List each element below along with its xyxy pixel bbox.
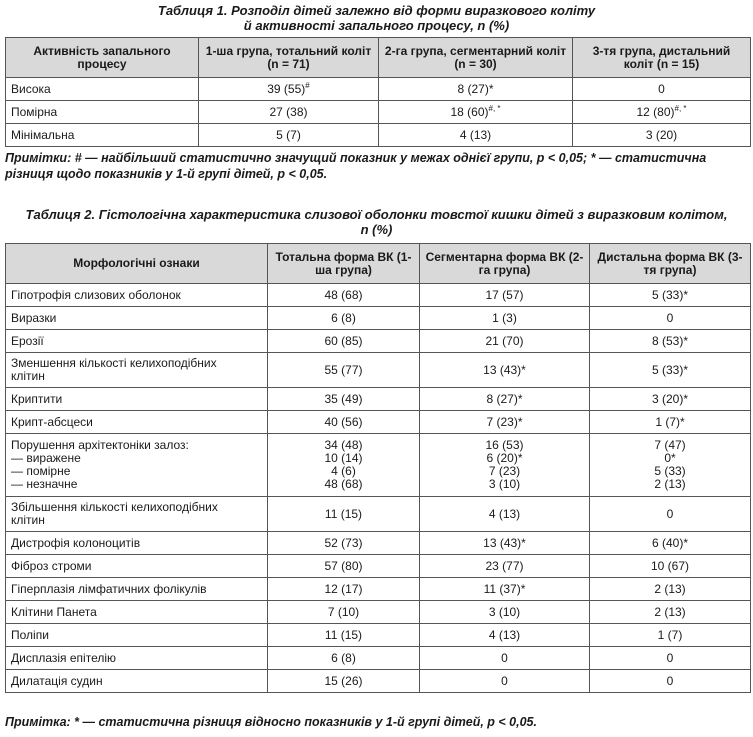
table2-caption-line2: n (%) bbox=[360, 222, 393, 237]
table2-cell bbox=[420, 330, 590, 353]
table2-cell bbox=[268, 330, 420, 353]
table2-label-line: Криптити bbox=[11, 391, 63, 406]
table2-cell bbox=[268, 670, 420, 693]
table2-cell-line: 4 (6) bbox=[331, 464, 356, 478]
table1-row bbox=[6, 124, 751, 147]
table2-cell-line: 52 (73) bbox=[324, 535, 363, 550]
table2-cell-line: 60 (85) bbox=[324, 333, 363, 348]
table2-row bbox=[6, 497, 751, 532]
table2-caption-line1: Таблиця 2. Гістологічна характеристика слизової оболонки товстої кишки дітей з виразковим колітом, bbox=[25, 207, 728, 222]
table2-cell-line: 48 (68) bbox=[324, 287, 363, 302]
table2-label-line: Збільшення кількості келихоподібних bbox=[11, 500, 218, 514]
table2-cell-line: 17 (57) bbox=[485, 287, 524, 302]
table2-cell bbox=[420, 647, 590, 670]
table2-row-label bbox=[6, 434, 268, 497]
table1-cell-mark: #, * bbox=[674, 103, 687, 113]
table2-cell-line: 4 (13) bbox=[488, 627, 521, 642]
table2-label-line: Виразки bbox=[11, 310, 57, 325]
table2-label-line: Гіперплазія лімфатичних фолікулів bbox=[11, 581, 207, 596]
table2-label-line: — помірне bbox=[11, 464, 71, 478]
table2-cell bbox=[268, 555, 420, 578]
table2-label-line: Дилатація судин bbox=[11, 673, 103, 688]
table1-caption-line2: й активності запального процесу, n (%) bbox=[243, 18, 510, 33]
table1-cell bbox=[573, 78, 751, 101]
table2-cell-line: 8 (27)* bbox=[486, 391, 523, 406]
table2-cell-line: 13 (43)* bbox=[483, 362, 526, 377]
table2-cell-line: 5 (33)* bbox=[651, 287, 689, 302]
table1-cell-value: 4 (13) bbox=[459, 127, 492, 142]
table2-row-label bbox=[6, 670, 268, 693]
table2-cell bbox=[590, 624, 751, 647]
table2-label-line: Дистрофія колоноцитів bbox=[11, 535, 141, 550]
table1-caption bbox=[0, 3, 753, 33]
table1-cell bbox=[573, 101, 751, 124]
table2-header-cell: Дистальна форма ВК (3-тя група) bbox=[590, 244, 751, 284]
table2-cell bbox=[268, 624, 420, 647]
table2-label-line: клітин bbox=[11, 369, 45, 383]
table2-label-line: Крипт-абсцеси bbox=[11, 414, 93, 429]
table2-cell bbox=[590, 647, 751, 670]
table2-label-line: Фіброз строми bbox=[11, 558, 92, 573]
table2-cell bbox=[420, 307, 590, 330]
table2-row bbox=[6, 307, 751, 330]
table1-cell bbox=[199, 101, 379, 124]
table2-cell bbox=[268, 307, 420, 330]
table2-label-line: — виражене bbox=[11, 451, 81, 465]
table2-cell-line: 6 (8) bbox=[331, 310, 356, 325]
table1-header-cell: 2-га група, сегментарний коліт (n = 30) bbox=[379, 38, 573, 78]
table2-cell bbox=[420, 670, 590, 693]
table2-cell-line: 40 (56) bbox=[324, 414, 363, 429]
table2-cell bbox=[268, 388, 420, 411]
table2-cell-line: 6 (20)* bbox=[486, 451, 523, 465]
table2-row-label bbox=[6, 555, 268, 578]
table1-cell-value: 0 bbox=[658, 81, 665, 96]
table2-cell-line: 2 (13) bbox=[654, 604, 686, 619]
table2-cell-line: 12 (17) bbox=[324, 581, 363, 596]
table1-row bbox=[6, 78, 751, 101]
table2-header-cell: Морфологічні ознаки bbox=[6, 244, 268, 284]
table2-row bbox=[6, 647, 751, 670]
table2-cell bbox=[268, 601, 420, 624]
table1-note-line2: різниця щодо показників у 1-й групі дітей, p < 0,05. bbox=[5, 167, 328, 181]
table1-cell-mark: #, * bbox=[488, 103, 501, 113]
table2-cell bbox=[420, 434, 590, 497]
table2-row-label bbox=[6, 497, 268, 532]
table2-cell bbox=[590, 284, 751, 307]
table2-cell bbox=[590, 307, 751, 330]
table1-cell-value: 39 (55) bbox=[267, 81, 306, 96]
table1-header-cell: 1-ша група, тотальний коліт (n = 71) bbox=[199, 38, 379, 78]
table2-cell-line: 0 bbox=[666, 506, 674, 521]
table1-cell-value: 12 (80) bbox=[636, 104, 675, 119]
table2-cell bbox=[420, 411, 590, 434]
table2-cell-line: 34 (48) bbox=[324, 438, 363, 452]
table1-row-label: Висока bbox=[6, 78, 199, 101]
table2-cell bbox=[268, 647, 420, 670]
table2-row bbox=[6, 555, 751, 578]
table2-row-label bbox=[6, 578, 268, 601]
table2-cell bbox=[268, 411, 420, 434]
table2-cell bbox=[590, 388, 751, 411]
table2-header-row bbox=[6, 244, 751, 284]
table2-cell bbox=[268, 284, 420, 307]
table2-label-line: Поліпи bbox=[11, 627, 49, 642]
table2-cell-line: 55 (77) bbox=[324, 362, 363, 377]
table2-row bbox=[6, 284, 751, 307]
table1-cell-value: 8 (27)* bbox=[457, 81, 494, 96]
table2-cell-line: 3 (10) bbox=[488, 477, 521, 491]
table2-cell bbox=[590, 330, 751, 353]
table2-cell bbox=[590, 497, 751, 532]
table2-cell bbox=[268, 578, 420, 601]
table1-cell-value: 3 (20) bbox=[645, 127, 678, 142]
table1-cell-value: 18 (60) bbox=[450, 104, 489, 119]
table2-header-cell: Тотальна форма ВК (1-ша група) bbox=[268, 244, 420, 284]
table2-cell-line: 8 (53)* bbox=[651, 333, 689, 348]
table2-row-label bbox=[6, 353, 268, 388]
table2-cell-line: 3 (10) bbox=[488, 604, 521, 619]
table2-row-label bbox=[6, 307, 268, 330]
table2-row bbox=[6, 670, 751, 693]
table2-row bbox=[6, 624, 751, 647]
table2-cell-line: 21 (70) bbox=[485, 333, 524, 348]
table1-cell bbox=[379, 124, 573, 147]
table1-cell-value: 5 (7) bbox=[276, 127, 301, 142]
table2-cell-line: 11 (15) bbox=[324, 506, 363, 521]
table2-cell-line: 48 (68) bbox=[324, 477, 363, 491]
table2-cell-line: 11 (15) bbox=[324, 627, 363, 642]
table2-row-label bbox=[6, 624, 268, 647]
table2-cell bbox=[268, 532, 420, 555]
table1-cell bbox=[199, 78, 379, 101]
table2-cell-line: 2 (13) bbox=[654, 477, 686, 491]
table2-cell-line: 5 (33)* bbox=[651, 362, 689, 377]
table2-cell-line: 3 (20)* bbox=[651, 391, 689, 406]
table2-cell-line: 7 (47) bbox=[654, 438, 686, 452]
table2-cell bbox=[590, 411, 751, 434]
table2-note: Примітка: * — статистична різниця відносно показників у 1-й групі дітей, p < 0,05. bbox=[5, 715, 537, 729]
table2-cell-line: 10 (67) bbox=[650, 558, 690, 573]
table1-cell bbox=[199, 124, 379, 147]
table1-note-line1: Примітки: # — найбільший статистично значущий показник у межах однієї групи, p < 0,05; * — статистична bbox=[5, 151, 707, 165]
table2-cell bbox=[420, 578, 590, 601]
table2-cell-line: 0 bbox=[501, 650, 508, 665]
table2-cell bbox=[590, 532, 751, 555]
table2-cell-line: 2 (13) bbox=[654, 581, 686, 596]
table2-cell-line: 23 (77) bbox=[485, 558, 524, 573]
table2-label-line: — незначне bbox=[11, 477, 78, 491]
table1-cell bbox=[573, 124, 751, 147]
table2-caption bbox=[0, 207, 753, 237]
table2-label-line: Зменшення кількості келихоподібних bbox=[11, 356, 217, 370]
table1-row bbox=[6, 101, 751, 124]
table2-label-line: Гіпотрофія слизових оболонок bbox=[11, 287, 181, 302]
table2-cell bbox=[590, 578, 751, 601]
table2-row-label bbox=[6, 284, 268, 307]
table1-cell bbox=[379, 78, 573, 101]
table2-cell-line: 4 (13) bbox=[488, 506, 521, 521]
table2-label-line: Ерозії bbox=[11, 333, 44, 348]
table2-row-label bbox=[6, 601, 268, 624]
table2-cell-line: 0* bbox=[664, 451, 676, 465]
table2-cell bbox=[420, 388, 590, 411]
table2-cell-line: 6 (8) bbox=[331, 650, 356, 665]
table2-row bbox=[6, 353, 751, 388]
table2-cell bbox=[420, 284, 590, 307]
table1-cell-mark: # bbox=[305, 80, 310, 90]
table1-cell-value: 27 (38) bbox=[269, 104, 308, 119]
table2-row-label bbox=[6, 330, 268, 353]
table2-cell bbox=[420, 353, 590, 388]
table1-cell bbox=[379, 101, 573, 124]
table1 bbox=[5, 37, 751, 147]
table2-cell-line: 0 bbox=[666, 310, 674, 325]
table1-caption-line1: Таблиця 1. Розподіл дітей залежно від форми виразкового коліту bbox=[157, 3, 596, 18]
table2-cell bbox=[590, 555, 751, 578]
table2-cell bbox=[590, 670, 751, 693]
table2-cell-line: 7 (10) bbox=[327, 604, 360, 619]
table2-cell bbox=[420, 601, 590, 624]
table2-cell bbox=[590, 353, 751, 388]
table2-row bbox=[6, 330, 751, 353]
table1-row-label: Помірна bbox=[6, 101, 199, 124]
table2-row bbox=[6, 388, 751, 411]
table2-header-cell: Сегментарна форма ВК (2-га група) bbox=[420, 244, 590, 284]
table2-cell bbox=[268, 353, 420, 388]
table2-cell-line: 5 (33) bbox=[654, 464, 686, 478]
table2-cell-line: 11 (37)* bbox=[483, 581, 526, 596]
table2-cell-line: 57 (80) bbox=[324, 558, 363, 573]
table2-row bbox=[6, 434, 751, 497]
table2-cell bbox=[420, 624, 590, 647]
table2-cell bbox=[420, 555, 590, 578]
table2-cell bbox=[420, 532, 590, 555]
table1-header-cell: Активність запального процесу bbox=[6, 38, 199, 78]
table2-label-line: клітин bbox=[11, 513, 45, 527]
table2 bbox=[5, 243, 751, 693]
table2-cell-line: 10 (14) bbox=[324, 451, 363, 465]
table2-cell-line: 0 bbox=[666, 650, 674, 665]
table1-note bbox=[5, 150, 750, 182]
table2-row-label bbox=[6, 411, 268, 434]
table2-label-line: Порушення архітектоніки залоз: bbox=[11, 438, 189, 452]
table2-row-label bbox=[6, 532, 268, 555]
table2-cell-line: 35 (49) bbox=[324, 391, 363, 406]
table2-cell bbox=[590, 434, 751, 497]
table2-cell-line: 0 bbox=[666, 673, 674, 688]
table2-row bbox=[6, 411, 751, 434]
table2-cell-line: 16 (53) bbox=[485, 438, 524, 452]
table2-cell-line: 15 (26) bbox=[324, 673, 363, 688]
table2-cell-line: 6 (40)* bbox=[651, 535, 689, 550]
table1-row-label: Мінімальна bbox=[6, 124, 199, 147]
table2-row bbox=[6, 601, 751, 624]
table2-cell-line: 13 (43)* bbox=[483, 535, 526, 550]
table2-cell-line: 1 (7) bbox=[657, 627, 683, 642]
table2-cell-line: 1 (3) bbox=[492, 310, 517, 325]
table2-cell bbox=[420, 497, 590, 532]
table2-cell bbox=[268, 497, 420, 532]
table2-cell bbox=[590, 601, 751, 624]
table2-cell bbox=[268, 434, 420, 497]
table2-label-line: Клітини Панета bbox=[11, 604, 97, 619]
table2-cell-line: 7 (23) bbox=[488, 464, 521, 478]
table2-row bbox=[6, 532, 751, 555]
table1-header-cell: 3-тя група, дистальний коліт (n = 15) bbox=[573, 38, 751, 78]
table2-cell-line: 7 (23)* bbox=[486, 414, 523, 429]
table2-row-label bbox=[6, 647, 268, 670]
table2-label-line: Дисплазія епітелію bbox=[11, 650, 117, 665]
table1-header-row bbox=[6, 38, 751, 78]
table2-row-label bbox=[6, 388, 268, 411]
table2-cell-line: 0 bbox=[501, 673, 508, 688]
table2-cell-line: 1 (7)* bbox=[655, 414, 685, 429]
table2-row bbox=[6, 578, 751, 601]
